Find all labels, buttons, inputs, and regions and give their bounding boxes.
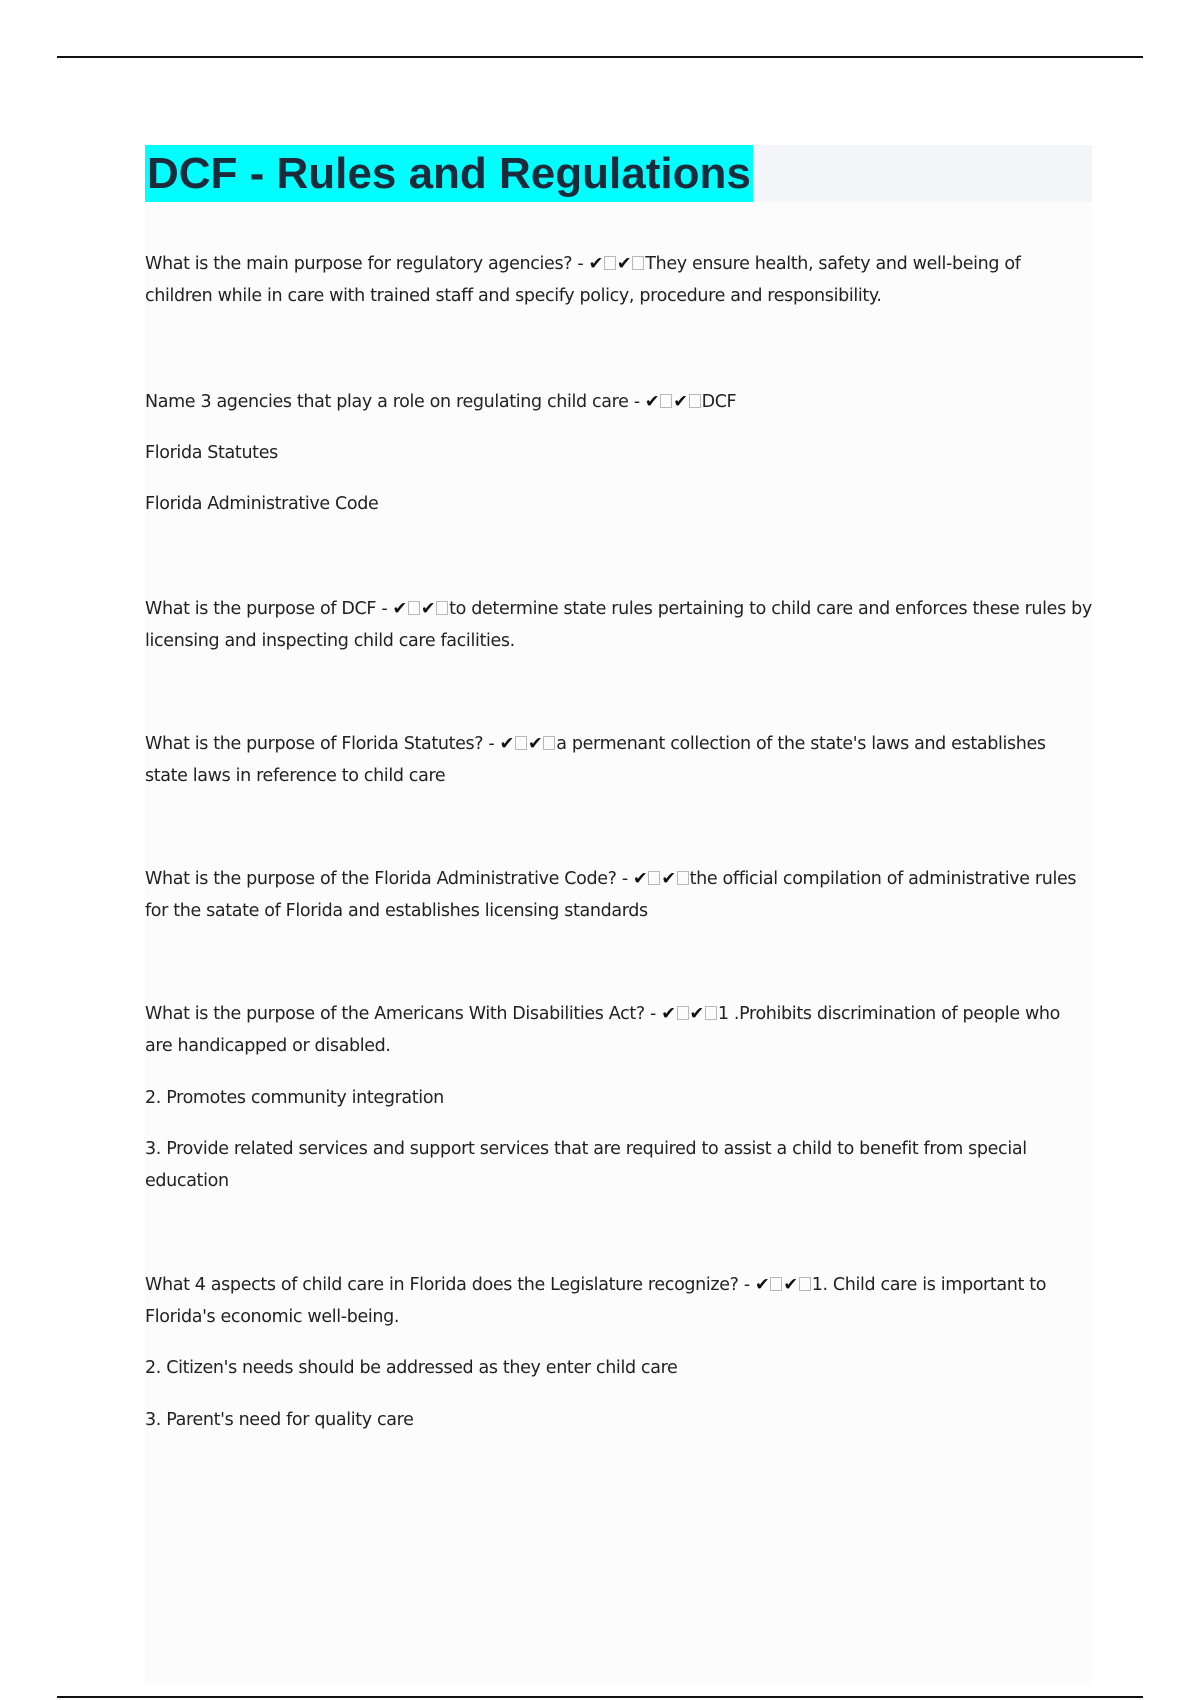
question-text: What 4 aspects of child care in Florida does the Legislature recognize? - <box>145 1275 750 1295</box>
check-icon: ✔ <box>661 1004 676 1024</box>
qa-entry <box>145 386 1092 418</box>
document-title: DCF - Rules and Regulations <box>145 145 753 202</box>
missing-glyph-box <box>604 256 616 270</box>
answer-text: DCF <box>701 392 737 412</box>
missing-glyph-box <box>648 871 660 885</box>
check-icon: ✔ <box>755 1275 770 1295</box>
check-icon: ✔ <box>392 599 407 619</box>
answer-text: to determine state rules pertaining to child care and enforces these rules by licensing and inspecting child care facilities. <box>145 599 1092 651</box>
answer-continuation: 3. Parent's need for quality care <box>145 1410 414 1430</box>
check-icon: ✔ <box>633 869 648 889</box>
question-text: What is the purpose of the Americans With Disabilities Act? - <box>145 1004 656 1024</box>
check-icon: ✔ <box>616 254 632 274</box>
top-rule <box>57 56 1143 58</box>
answer-continuation: 2. Citizen's needs should be addressed as they enter child care <box>145 1358 678 1378</box>
question-text: What is the purpose of the Florida Administrative Code? - <box>145 869 628 889</box>
missing-glyph-box <box>408 601 420 615</box>
qa-entry <box>145 248 1092 312</box>
check-icon: ✔ <box>689 1004 704 1024</box>
check-icon: ✔ <box>499 734 514 754</box>
missing-glyph-box <box>632 256 644 270</box>
page-content <box>145 145 1092 1685</box>
check-icon: ✔ <box>588 254 603 274</box>
missing-glyph-box <box>677 871 689 885</box>
bottom-rule <box>57 1696 1143 1698</box>
missing-glyph-box <box>660 394 672 408</box>
answer-continuation: 3. Provide related services and support services that are required to assist a child to benefit from special education <box>145 1139 1027 1191</box>
missing-glyph-box <box>689 394 701 408</box>
answer-text: 1 .Prohibits discrimination of people who are handicapped or disabled. <box>145 1004 1061 1056</box>
question-text: What is the main purpose for regulatory agencies? - <box>145 254 584 274</box>
answer-text: a permenant collection of the state's laws and establishes state laws in reference to child care <box>145 734 1046 786</box>
missing-glyph-box <box>677 1006 689 1020</box>
missing-glyph-box <box>770 1277 782 1291</box>
check-icon: ✔ <box>420 599 436 619</box>
check-icon: ✔ <box>527 734 543 754</box>
check-icon: ✔ <box>644 392 660 412</box>
missing-glyph-box <box>543 736 555 750</box>
answer-text: They ensure health, safety and well-being of children while in care with trained staff and specify policy, procedure and responsibility. <box>145 254 1021 306</box>
missing-glyph-box <box>515 736 527 750</box>
check-icon: ✔ <box>661 869 676 889</box>
qa-entry <box>145 998 1092 1062</box>
missing-glyph-box <box>436 601 448 615</box>
qa-entry <box>145 593 1092 657</box>
qa-entry <box>145 863 1092 927</box>
answer-continuation: Florida Statutes <box>145 443 278 463</box>
qa-entry <box>145 1269 1092 1333</box>
answer-text: 1. Child care is important to Florida's economic well-being. <box>145 1275 1047 1327</box>
qa-entry <box>145 728 1092 792</box>
missing-glyph-box <box>799 1277 811 1291</box>
question-text: What is the purpose of Florida Statutes? - <box>145 734 495 754</box>
missing-glyph-box <box>705 1006 717 1020</box>
check-icon: ✔ <box>783 1275 798 1295</box>
question-text: Name 3 agencies that play a role on regulating child care - <box>145 392 640 412</box>
answer-continuation: 2. Promotes community integration <box>145 1088 444 1108</box>
answer-continuation: Florida Administrative Code <box>145 494 379 514</box>
question-text: What is the purpose of DCF - <box>145 599 388 619</box>
check-icon: ✔ <box>673 392 688 412</box>
answer-text: the official compilation of administrative rules for the satate of Florida and establishes licensing standards <box>145 869 1077 921</box>
